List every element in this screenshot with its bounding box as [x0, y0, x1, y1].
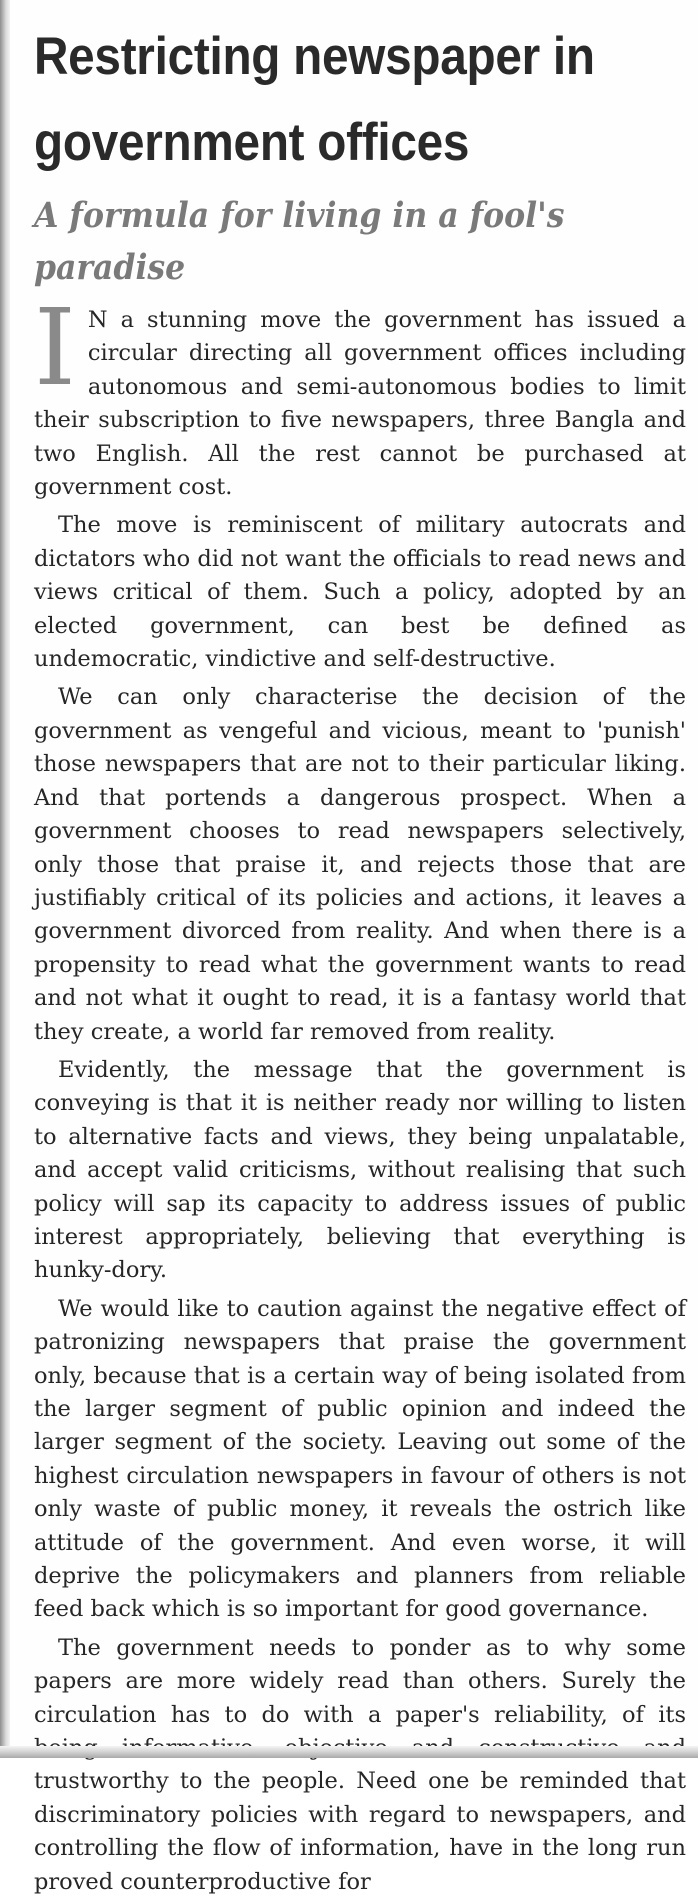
article-body: [34, 286, 686, 1899]
editorial-column: [34, 14, 686, 1904]
paragraph-1: [34, 286, 686, 504]
paragraph-4: Evidently, the message that the government is conveying is that it is neither ready nor willing to listen to alternative facts and views, they being unpalatable, and accept valid criticisms, without realising that such policy will sap its capacity to address issues of public interest appropriately, believing that everything is hunky-dory.: [34, 1056, 686, 1284]
paragraph-3: We can only characterise the decision of the government as vengeful and vicious, meant to 'punish' those newspapers that are not to their particular liking. And that portends a dangerous prospect. When a government chooses to read newspapers selectively, only those that praise it, and rejects those that are justifiably critical of its policies and actions, it leaves a government divorced from reality. And when there is a propensity to read what the government wants to read and not what it ought to read, it is a fantasy world that they create, a world far removed from reality.: [34, 684, 686, 1045]
paragraph-6: The government needs to ponder as to why some papers are more widely read than others. Surely the circulation has to do with a paper's reliability, of its trustworthy to the people. Need one be reminded that discriminatory policies with regard to newspapers, and controlling the flow of information, have in the long run proved counterproductive for: [34, 1634, 686, 1895]
subheadline: A formula for living in a fool's paradise: [34, 195, 565, 288]
bottom-page-rule: [0, 1746, 698, 1758]
headline: Restricting newspaper in government offices: [34, 27, 595, 172]
paragraph-1-text: N a stunning move the government has issued a circular directing all government offices including autonomous and semi-autonomous bodies to limit their subscription to five newspapers, three Bangla and two English. All the rest cannot be purchased at government cost.: [34, 307, 686, 501]
paragraph-2: The move is reminiscent of military autocrats and dictators who did not want the officials to read news and views critical of them. Such a policy, adopted by an elected government, can best be defined as undemocratic, vindictive and self-destructive.: [34, 512, 686, 673]
paragraph-5: We would like to caution against the negative effect of patronizing newspapers that praise the government only, because that is a certain way of being isolated from the larger segment of public opinion and indeed the larger segment of the society. Leaving out some of the highest circulation newspapers in favour of others is not only waste of public money, it reveals the ostrich like attitude of the government. And even worse, it will deprive the policymakers and planners from reliable feed back which is so important for good governance.: [34, 1295, 686, 1623]
left-column-rule: [0, 0, 10, 1758]
drop-cap: I: [34, 286, 76, 409]
